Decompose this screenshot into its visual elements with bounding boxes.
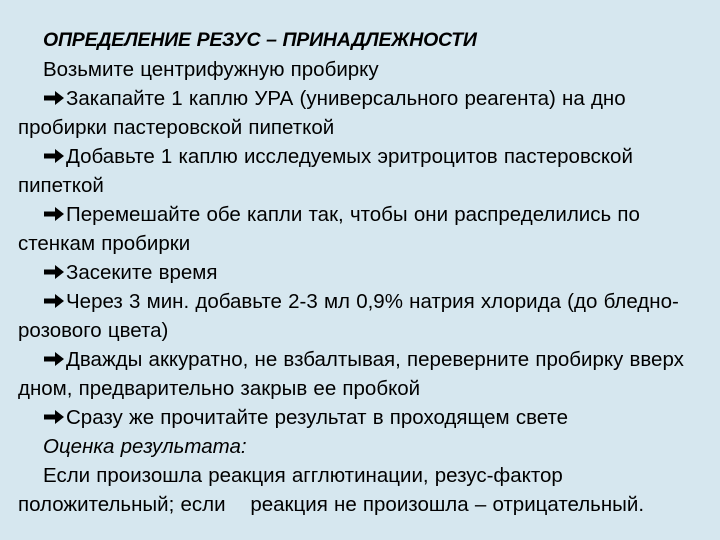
step-item xyxy=(18,403,708,432)
step-text: Через 3 мин. добавьте 2-3 мл 0,9% натрия хлорида (до бледно-розового цвета) xyxy=(18,290,679,342)
step-text: Добавьте 1 каплю исследуемых эритроцитов пастеровской пипеткой xyxy=(18,145,633,197)
right-arrow-icon xyxy=(43,90,65,106)
evaluation-text: Если произошла реакция агглютинации, резус-фактор положительный; если реакция не произошла – отрицательный. xyxy=(18,464,645,516)
evaluation-heading: Оценка результата: xyxy=(43,435,247,458)
right-arrow-icon xyxy=(43,351,65,367)
step-item xyxy=(18,258,708,287)
step-item xyxy=(18,84,708,142)
step-text: Закапайте 1 каплю УРА (универсального реагента) на дно пробирки пастеровской пипеткой xyxy=(18,87,626,139)
step-item xyxy=(18,287,708,345)
step-item xyxy=(18,345,708,403)
step-item xyxy=(18,142,708,200)
right-arrow-icon xyxy=(43,264,65,280)
right-arrow-icon xyxy=(43,409,65,425)
slide-title: ОПРЕДЕЛЕНИЕ РЕЗУС – ПРИНАДЛЕЖНОСТИ xyxy=(43,29,477,51)
step-text: Дважды аккуратно, не взбалтывая, переверните пробирку вверх дном, предварительно закрыв ее пробкой xyxy=(18,348,684,400)
step-item xyxy=(18,200,708,258)
step-text: Засеките время xyxy=(66,261,218,284)
right-arrow-icon xyxy=(43,206,65,222)
intro-line: Возьмите центрифужную пробирку xyxy=(43,58,379,81)
right-arrow-icon xyxy=(43,293,65,309)
right-arrow-icon xyxy=(43,148,65,164)
step-text: Перемешайте обе капли так, чтобы они распределились по стенкам пробирки xyxy=(18,203,640,255)
step-text: Сразу же прочитайте результат в проходящем свете xyxy=(66,406,569,429)
